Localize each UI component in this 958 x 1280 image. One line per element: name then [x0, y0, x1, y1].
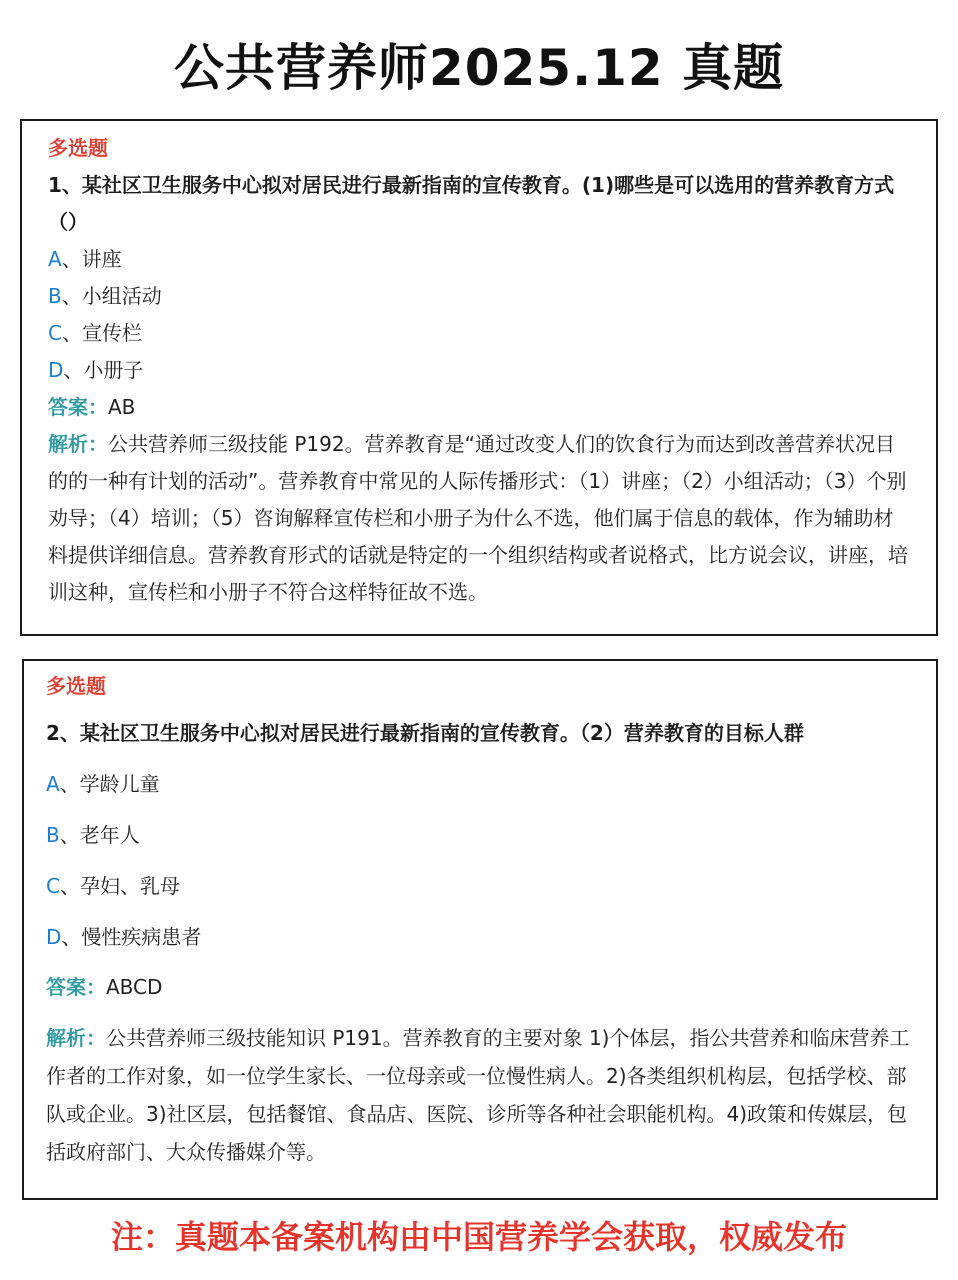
answer-line: [48, 389, 912, 426]
option-letter: C: [46, 874, 60, 898]
answer-label: 答案：: [46, 975, 106, 999]
option-text: 、孕妇、乳母: [59, 874, 180, 898]
option-a: [48, 241, 912, 278]
explanation: [46, 1019, 912, 1171]
question-text: 1、某社区卫生服务中心拟对居民进行最新指南的宣传教育。(1)哪些是可以选用的营养教育方式（）: [48, 173, 895, 234]
question-card-2: [22, 659, 938, 1200]
option-text: 、讲座: [61, 247, 122, 271]
option-letter: A: [48, 247, 62, 271]
option-c: [46, 866, 912, 906]
explanation-label: 解析：: [48, 432, 108, 456]
question-type: 多选题: [46, 674, 106, 698]
option-letter: B: [48, 284, 62, 308]
answer-label: 答案：: [48, 395, 108, 419]
option-letter: A: [46, 772, 60, 796]
option-a: [46, 764, 912, 804]
option-b: [46, 815, 912, 855]
answer-value: ABCD: [106, 975, 163, 999]
option-b: [48, 278, 912, 315]
explanation-label: 解析：: [46, 1026, 106, 1050]
option-text: 、学龄儿童: [59, 772, 160, 796]
option-text: 、宣传栏: [61, 321, 142, 345]
option-text: 、老年人: [59, 823, 140, 847]
option-d: [48, 352, 912, 389]
explanation-text: 公共营养师三级技能知识 P191。营养教育的主要对象 1)个体层，指公共营养和临床营养工作者的工作对象，如一位学生家长、一位母亲或一位慢性病人。2)各类组织机构层，包括学校、部队或企业。3)社区层，包括餐馆、食品店、医院、诊所等各种社会职能机构。4)政策和传媒层，包括政府部门、大众传播媒介等。: [46, 1026, 910, 1164]
option-letter: C: [48, 321, 62, 345]
option-text: 、慢性疾病患者: [61, 925, 202, 949]
question-card-1: [20, 119, 938, 636]
option-letter: D: [48, 358, 64, 382]
option-text: 、小册子: [63, 358, 144, 382]
explanation: [48, 426, 912, 611]
option-letter: B: [46, 823, 60, 847]
option-c: [48, 315, 912, 352]
footer-note: 注：真题本备案机构由中国营养学会获取，权威发布: [110, 1218, 847, 1256]
option-d: [46, 917, 912, 957]
answer-value: AB: [108, 395, 136, 419]
question-type: 多选题: [48, 136, 108, 160]
answer-line: [46, 967, 912, 1007]
option-letter: D: [46, 925, 62, 949]
page-title: 公共营养师2025.12 真题: [173, 39, 785, 97]
option-text: 、小组活动: [61, 284, 162, 308]
explanation-text: 公共营养师三级技能 P192。营养教育是“通过改变人们的饮食行为而达到改善营养状况目的的一种有计划的活动”。营养教育中常见的人际传播形式：（1）讲座；（2）小组活动；（3）个别劝导；（4）培训；（5）咨询解释宣传栏和小册子为什么不选，他们属于信息的载体，作为辅助材料提供详细信息。营养教育形式的话就是特定的一个组织结构或者说格式，比方说会议，讲座，培训这种，宣传栏和小册子不符合这样特征故不选。: [48, 432, 908, 604]
question-text: 2、某社区卫生服务中心拟对居民进行最新指南的宣传教育。（2）营养教育的目标人群: [46, 721, 804, 745]
